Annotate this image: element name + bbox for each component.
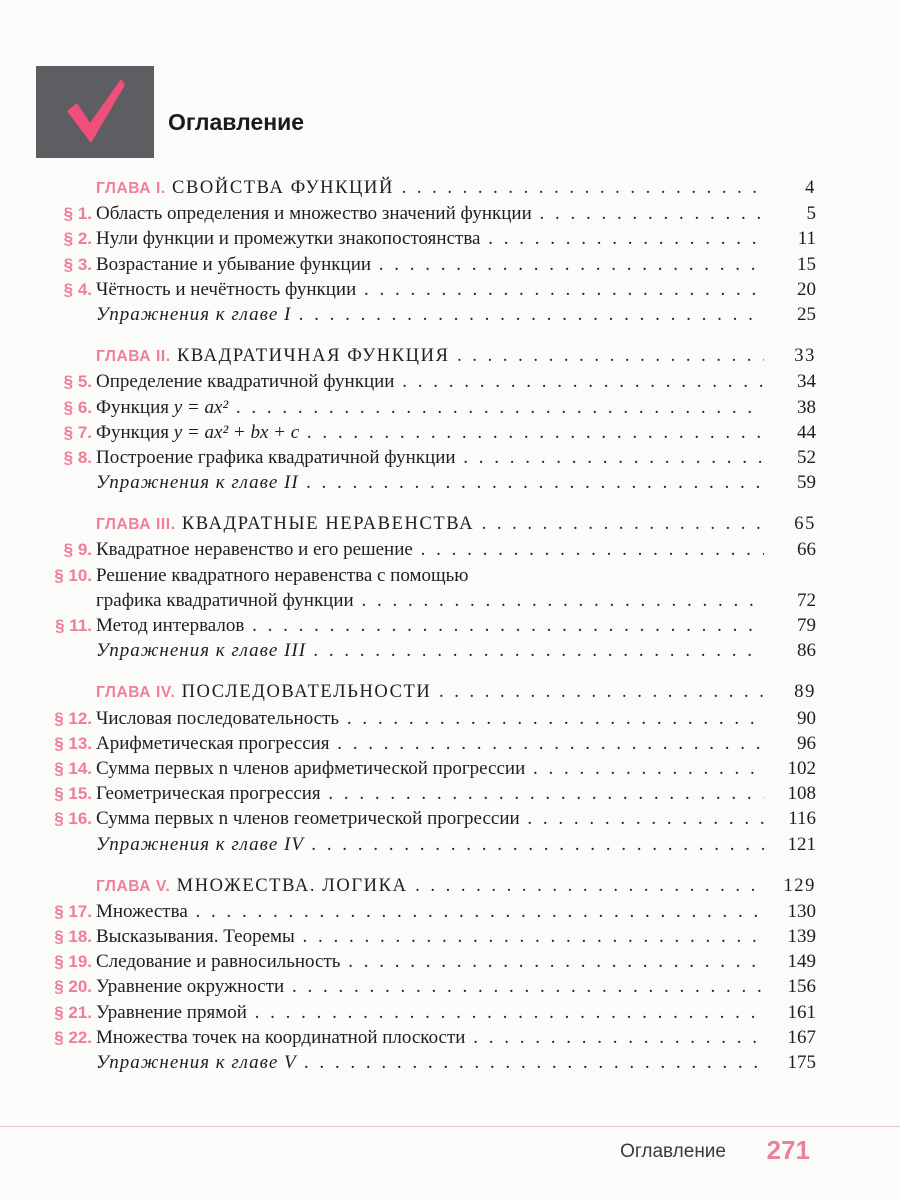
- section-title: Множества: [96, 900, 188, 922]
- chapter-label: ГЛАВА I.: [96, 180, 166, 197]
- section-page: 139: [787, 926, 816, 948]
- section-title: Функция: [96, 396, 174, 418]
- section-row[interactable]: [36, 252, 816, 277]
- chapter-title: ПОСЛЕДОВАТЕЛЬНОСТИ: [181, 682, 432, 703]
- section-page: 38: [797, 396, 816, 418]
- chapter-label: ГЛАВА V.: [96, 877, 171, 895]
- page-number: 271: [766, 1135, 810, 1165]
- section-number: § 2.: [63, 229, 92, 249]
- section-body: [96, 226, 764, 251]
- section-number: § 8.: [63, 447, 92, 467]
- section-row[interactable]: [36, 395, 816, 420]
- section-page: 44: [797, 421, 816, 443]
- section-row[interactable]: [36, 537, 816, 562]
- checkmark-icon: [63, 77, 127, 147]
- section-number: § 11.: [55, 616, 92, 635]
- exercises-body: [96, 302, 764, 327]
- section-body: [96, 706, 764, 731]
- section-body: [96, 420, 764, 445]
- section-title: Чётность и нечётность функции: [96, 278, 357, 300]
- section-row[interactable]: [36, 369, 816, 394]
- section-body: [96, 781, 764, 806]
- section-number: § 12.: [54, 708, 92, 728]
- section-row[interactable]: [36, 924, 816, 949]
- chapter-row[interactable]: [36, 344, 816, 369]
- section-page: 34: [797, 371, 816, 393]
- section-body: [96, 369, 764, 394]
- section-number: § 1.: [63, 204, 92, 224]
- section-title: Определение квадратичной функции: [96, 371, 395, 393]
- section-number: § 20.: [54, 977, 92, 997]
- chapter-page: 33: [794, 346, 816, 367]
- chapter-heading: [96, 344, 764, 369]
- section-page: 5: [806, 203, 816, 225]
- chapter-title: КВАДРАТИЧНАЯ ФУНКЦИЯ: [176, 346, 450, 367]
- exercises-row[interactable]: [36, 302, 816, 327]
- chapter-title: СВОЙСТВА ФУНКЦИЙ: [172, 178, 394, 198]
- section-body: [96, 756, 764, 781]
- exercises-title: Упражнения к главе I: [96, 303, 292, 325]
- chapter-title: МНОЖЕСТВА. ЛОГИКА: [176, 875, 408, 896]
- chapter-label: ГЛАВА II.: [96, 348, 171, 366]
- section-row[interactable]: [36, 706, 816, 731]
- toc-header: [36, 66, 304, 158]
- section-title: Следование и равносильность: [96, 951, 341, 973]
- section-row[interactable]: [36, 277, 816, 302]
- section-title: Решение квадратного неравенства с помощью: [96, 564, 469, 586]
- section-number: § 6.: [63, 397, 92, 417]
- exercises-body: [96, 470, 764, 495]
- section-number: § 21.: [54, 1002, 92, 1022]
- page-title: Оглавление: [168, 108, 305, 135]
- section-page: 156: [787, 976, 816, 998]
- section-body: [96, 974, 764, 999]
- section-title: Уравнение прямой: [96, 1001, 247, 1023]
- section-body: [96, 252, 764, 277]
- chapter-gap: [36, 857, 816, 874]
- table-of-contents: [36, 176, 816, 1075]
- section-number: § 18.: [54, 927, 92, 947]
- section-title: Нули функции и промежутки знакопостоянства: [96, 228, 481, 250]
- footer-label: Оглавление: [620, 1141, 726, 1162]
- section-row[interactable]: [36, 781, 816, 806]
- exercises-page: 86: [797, 640, 816, 662]
- section-page: 116: [788, 808, 816, 830]
- exercises-page: 25: [797, 303, 816, 325]
- section-row[interactable]: [36, 226, 816, 251]
- section-row[interactable]: [36, 756, 816, 781]
- chapter-gap: [36, 327, 816, 344]
- section-title: Построение графика квадратичной функции: [96, 446, 456, 468]
- section-page: 102: [787, 757, 816, 779]
- footer-divider: [0, 1126, 900, 1127]
- section-title: Сумма первых n членов арифметической прогрессии: [96, 757, 526, 779]
- chapter-page: 4: [805, 178, 816, 198]
- section-page: 11: [797, 228, 816, 250]
- section-number: § 16.: [54, 809, 92, 829]
- section-formula: y = ax² + bx + c: [173, 421, 300, 443]
- section-page: 96: [797, 732, 816, 754]
- section-row-continued[interactable]: [36, 588, 816, 613]
- section-number: § 19.: [54, 952, 92, 972]
- section-body: [96, 395, 764, 420]
- section-title: Высказывания. Теоремы: [96, 926, 295, 948]
- section-page: 167: [787, 1026, 816, 1048]
- exercises-row[interactable]: [36, 470, 816, 495]
- section-page: 108: [787, 783, 816, 805]
- exercises-title: Упражнения к главе IV: [96, 833, 304, 855]
- exercises-title: Упражнения к главе III: [96, 640, 307, 662]
- section-title: Возрастание и убывание функции: [96, 253, 372, 275]
- section-number: § 22.: [54, 1027, 92, 1047]
- section-number: § 7.: [63, 422, 92, 442]
- exercises-page: 121: [787, 833, 816, 855]
- chapter-page: 89: [794, 682, 816, 703]
- exercises-title: Упражнения к главе V: [96, 1052, 297, 1073]
- chapter-gap: [36, 495, 816, 512]
- section-page: 20: [797, 278, 816, 300]
- chapter-row[interactable]: [36, 176, 816, 201]
- exercises-page: 175: [787, 1052, 816, 1073]
- section-formula: y = ax²: [173, 396, 229, 418]
- chapter-label: ГЛАВА IV.: [96, 684, 176, 702]
- section-title-line2: графика квадратичной функции: [96, 589, 354, 611]
- exercises-title: Упражнения к главе II: [96, 472, 299, 494]
- section-body: [96, 1025, 764, 1050]
- section-number: § 17.: [54, 901, 92, 921]
- section-body: [96, 949, 764, 974]
- section-number: § 14.: [54, 758, 92, 778]
- section-number: § 3.: [63, 254, 92, 274]
- section-title: Геометрическая прогрессия: [96, 783, 321, 805]
- section-title: Числовая последовательность: [96, 707, 340, 729]
- section-number: § 9.: [63, 540, 92, 560]
- section-row[interactable]: [36, 806, 816, 831]
- chapter-row[interactable]: [36, 680, 816, 705]
- section-page: 90: [797, 707, 816, 729]
- section-title: Арифметическая прогрессия: [96, 732, 330, 754]
- section-page: 52: [797, 446, 816, 468]
- section-body: [96, 445, 764, 470]
- section-page: 149: [787, 951, 816, 973]
- section-number: § 13.: [54, 733, 92, 753]
- section-page: 130: [787, 900, 816, 922]
- section-row[interactable]: [36, 974, 816, 999]
- section-page: 79: [797, 615, 816, 636]
- chapter-label: ГЛАВА III.: [96, 516, 176, 534]
- exercises-page: 59: [797, 472, 816, 494]
- section-row[interactable]: [36, 899, 816, 924]
- section-row[interactable]: [36, 420, 816, 445]
- section-title: Область определения и множество значений функции: [96, 203, 532, 225]
- section-body: [96, 201, 764, 226]
- section-title: Уравнение окружности: [96, 976, 285, 998]
- chapter-heading: [96, 874, 764, 899]
- chapter-row[interactable]: [36, 874, 816, 899]
- chapter-page: 65: [794, 514, 816, 535]
- section-row[interactable]: [36, 613, 816, 638]
- section-row[interactable]: [36, 563, 816, 588]
- section-page: 161: [787, 1001, 816, 1023]
- section-page: 15: [797, 253, 816, 275]
- section-body: [96, 806, 764, 831]
- section-row[interactable]: [36, 1025, 816, 1050]
- exercises-row[interactable]: [36, 1050, 816, 1075]
- section-page: 72: [797, 589, 816, 611]
- section-body: [96, 731, 764, 756]
- section-body: [96, 613, 764, 638]
- section-body: [96, 899, 764, 924]
- section-row[interactable]: [36, 949, 816, 974]
- chapter-gap: [36, 663, 816, 680]
- chapter-title: КВАДРАТНЫЕ НЕРАВЕНСТВА: [181, 514, 475, 535]
- chapter-row[interactable]: [36, 512, 816, 537]
- exercises-body: [96, 638, 764, 663]
- section-number: § 4.: [63, 279, 92, 299]
- section-title: Функция: [96, 421, 174, 443]
- exercises-body: [96, 1050, 764, 1075]
- section-row[interactable]: [36, 445, 816, 470]
- section-title: Квадратное неравенство и его решение: [96, 539, 413, 561]
- section-title: Метод интервалов: [96, 615, 245, 636]
- section-title: Сумма первых n членов геометрической прогрессии: [96, 808, 520, 830]
- logo-box: [36, 66, 154, 158]
- section-row[interactable]: [36, 201, 816, 226]
- exercises-body: [96, 832, 764, 857]
- section-number: § 15.: [54, 784, 92, 804]
- section-title-continued: [96, 588, 764, 613]
- section-body: [96, 924, 764, 949]
- section-row[interactable]: [36, 731, 816, 756]
- exercises-row[interactable]: [36, 638, 816, 663]
- chapter-heading: [96, 680, 764, 705]
- section-number: § 10.: [54, 565, 92, 585]
- section-body: [96, 1000, 764, 1025]
- exercises-row[interactable]: [36, 832, 816, 857]
- chapter-page: 129: [783, 875, 816, 896]
- section-body: [96, 277, 764, 302]
- chapter-heading: [96, 176, 764, 201]
- section-row[interactable]: [36, 1000, 816, 1025]
- section-title: Множества точек на координатной плоскости: [96, 1026, 466, 1048]
- section-page: 66: [797, 539, 816, 561]
- section-body: [96, 537, 764, 562]
- section-number: § 5.: [63, 372, 92, 392]
- chapter-heading: [96, 512, 764, 537]
